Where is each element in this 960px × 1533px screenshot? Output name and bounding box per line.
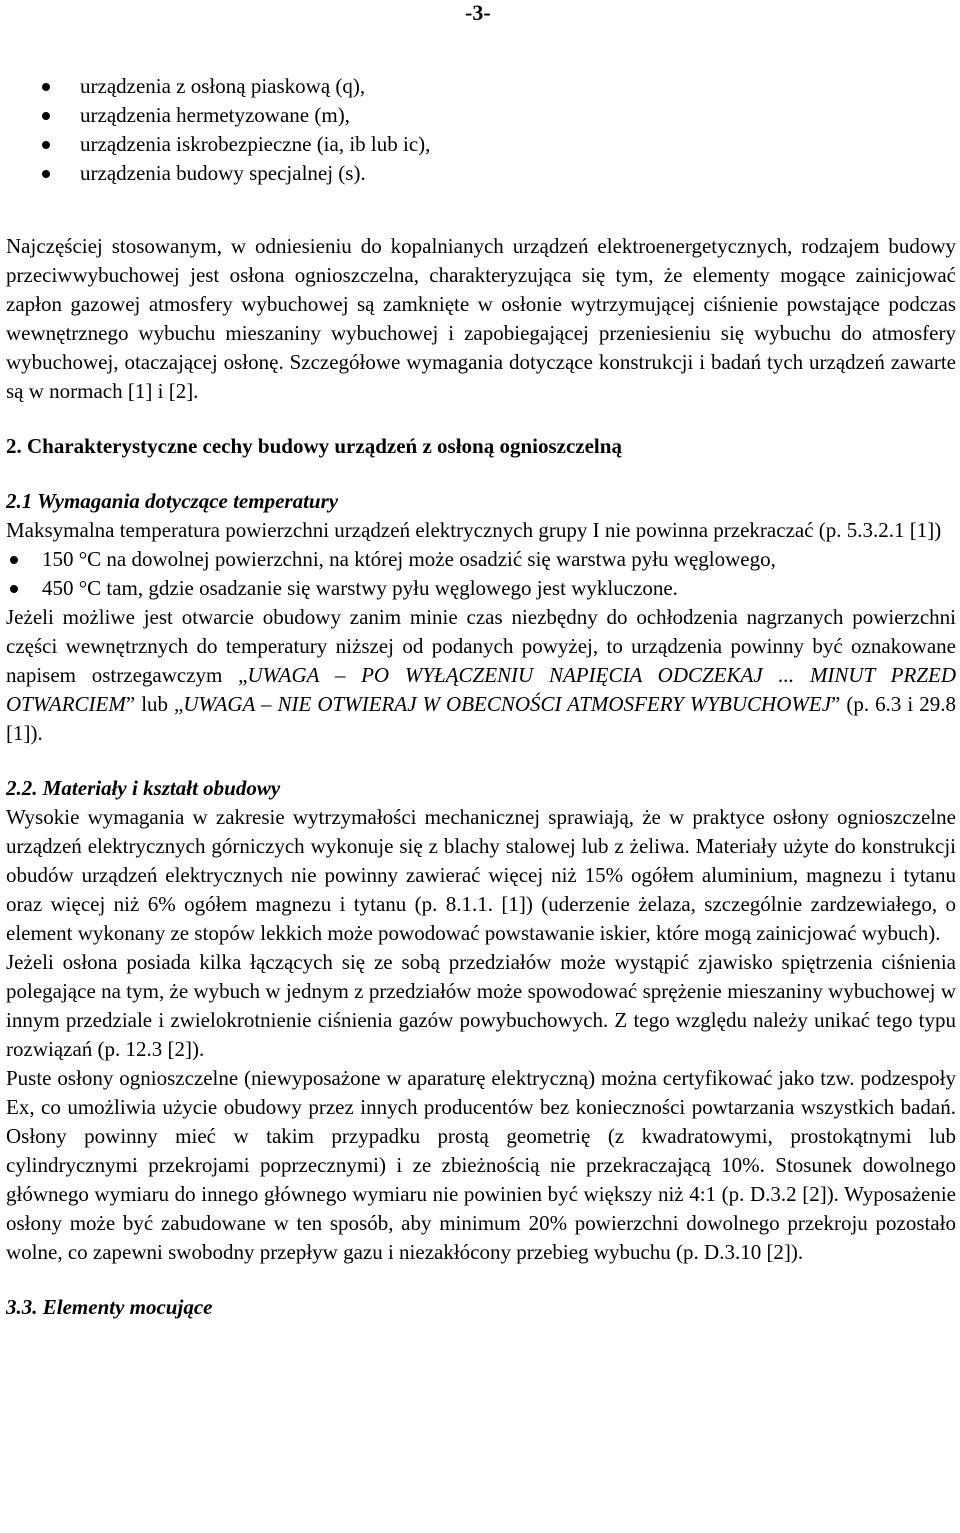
page-number: -3- [465, 0, 491, 25]
bullet-icon [42, 83, 50, 91]
list-item: 450 °C tam, gdzie osadzanie się warstwy pyłu węglowego jest wykluczone. [6, 574, 956, 603]
bullet-icon [42, 112, 50, 120]
document-body [6, 72, 956, 1322]
list-item: urządzenia iskrobezpieczne (ia, ib lub ic), [6, 130, 956, 159]
warning-label-2: UWAGA – NIE OTWIERAJ W OBECNOŚCI ATMOSFERY WYBUCHOWEJ [183, 692, 832, 716]
section-2-heading: 2. Charakterystyczne cechy budowy urządzeń z osłoną ognioszczelną [6, 434, 622, 458]
bullet-icon [42, 170, 50, 178]
section-3-3-heading: 3.3. Elementy mocujące [6, 1295, 213, 1319]
section-2-2-heading: 2.2. Materiały i kształt obudowy [6, 776, 281, 800]
list-item: urządzenia z osłoną piaskową (q), [6, 72, 956, 101]
temperature-paragraph: Maksymalna temperatura powierzchni urządzeń elektrycznych grupy I nie powinna przekraczać (p. 5.3.2.1 [1]) [6, 518, 942, 542]
bullet-icon [42, 141, 50, 149]
warning-label-1: UWAGA – PO WYŁĄCZENIU NAPIĘCIA ODCZEKAJ ... MINUT PRZED OTWARCIEM [6, 663, 956, 716]
materials-paragraph-1: Wysokie wymagania w zakresie wytrzymałości mechanicznej sprawiają, że w praktyce osłony ognioszczelne urządzeń elektrycznych górniczych wykonuje się z blachy stalowej lub z żeliwa. Materiały użyte do konstrukcji obudów urządzeń elektrycznych nie powinny zawierać więcej niż 15% ogółem aluminium, magnezu i tytanu oraz więcej niż 6% ogółem magnezu i tytanu (p. 8.1.1. [1]) (uderzenie żelaza, szczególnie zardzewiałego, o element wykonany ze stopów lekkich może powodować powstawanie iskier, które mogą zainicjować wybuch). [6, 805, 956, 945]
materials-paragraph-2: Jeżeli osłona posiada kilka łączących się ze sobą przedziałów może wystąpić zjawisko spiętrzenia ciśnienia polegające na tym, że wybuch w jednym z przedziałów może spowodować sprężenie mieszaniny wybuchowej w innym przedziale i zwielokrotnienie ciśnienia gazów powybuchowych. Z tego względu należy unikać tego typu rozwiązań (p. 12.3 [2]). [6, 950, 956, 1061]
bullet-icon [10, 556, 18, 564]
list-item: urządzenia hermetyzowane (m), [6, 101, 956, 130]
intro-paragraph: Najczęściej stosowanym, w odniesieniu do kopalnianych urządzeń elektroenergetycznych, rodzajem budowy przeciwwybuchowej jest osłona ognioszczelna, charakteryzująca się tym, że elementy mogące zainicjować zapłon gazowej atmosfery wybuchowej są zamknięte w osłonie wytrzymującej ciśnienie powstające podczas wewnętrznego wybuchu mieszaniny wybuchowej i zapobiegającej przeniesieniu się wybuchu do atmosfery wybuchowej, otaczającej osłonę. Szczegółowe wymagania dotyczące konstrukcji i badań tych urządzeń zawarte są w normach [1] i [2]. [6, 234, 956, 403]
list-item: 150 °C na dowolnej powierzchni, na której może osadzić się warstwa pyłu węglowego, [6, 545, 956, 574]
warning-paragraph: Jeżeli możliwe jest otwarcie obudowy zanim minie czas niezbędny do ochłodzenia nagrzanych powierzchni części wewnętrznych do temperatury niższej od podanych powyżej, to urządzenia powinny być oznakowane napisem ostrzegawczym „UWAGA – PO WYŁĄCZENIU NAPIĘCIA ODCZEKAJ ... MINUT PRZED OTWARCIEM” lub „UWAGA – NIE OTWIERAJ W OBECNOŚCI ATMOSFERY WYBUCHOWEJ” (p. 6.3 i 29.8 [1]). [6, 605, 956, 745]
protection-types-list [6, 72, 956, 188]
list-item: urządzenia budowy specjalnej (s). [6, 159, 956, 188]
bullet-icon [10, 585, 18, 593]
section-2-1-heading: 2.1 Wymagania dotyczące temperatury [6, 489, 339, 513]
materials-paragraph-3: Puste osłony ognioszczelne (niewyposażone w aparaturę elektryczną) można certyfikować jako tzw. podzespoły Ex, co umożliwia użycie obudowy przez innych producentów bez konieczności powtarzania wszystkich badań. Osłony powinny mieć w takim przypadku prostą geometrię (z kwadratowymi, prostokątnymi lub cylindrycznymi przekrojami poprzecznymi) i ze zbieżnością nie przekraczającą 10%. Stosunek dowolnego głównego wymiaru do innego głównego wymiaru nie powinien być większy niż 4:1 (p. D.3.2 [2]). Wyposażenie osłony może być zabudowane w ten sposób, aby minimum 20% powierzchni dowolnego przekroju pozostało wolne, co zapewni swobodny przepływ gazu i niezakłócony przebieg wybuchu (p. D.3.10 [2]). [6, 1066, 956, 1264]
temperature-list [6, 545, 956, 603]
